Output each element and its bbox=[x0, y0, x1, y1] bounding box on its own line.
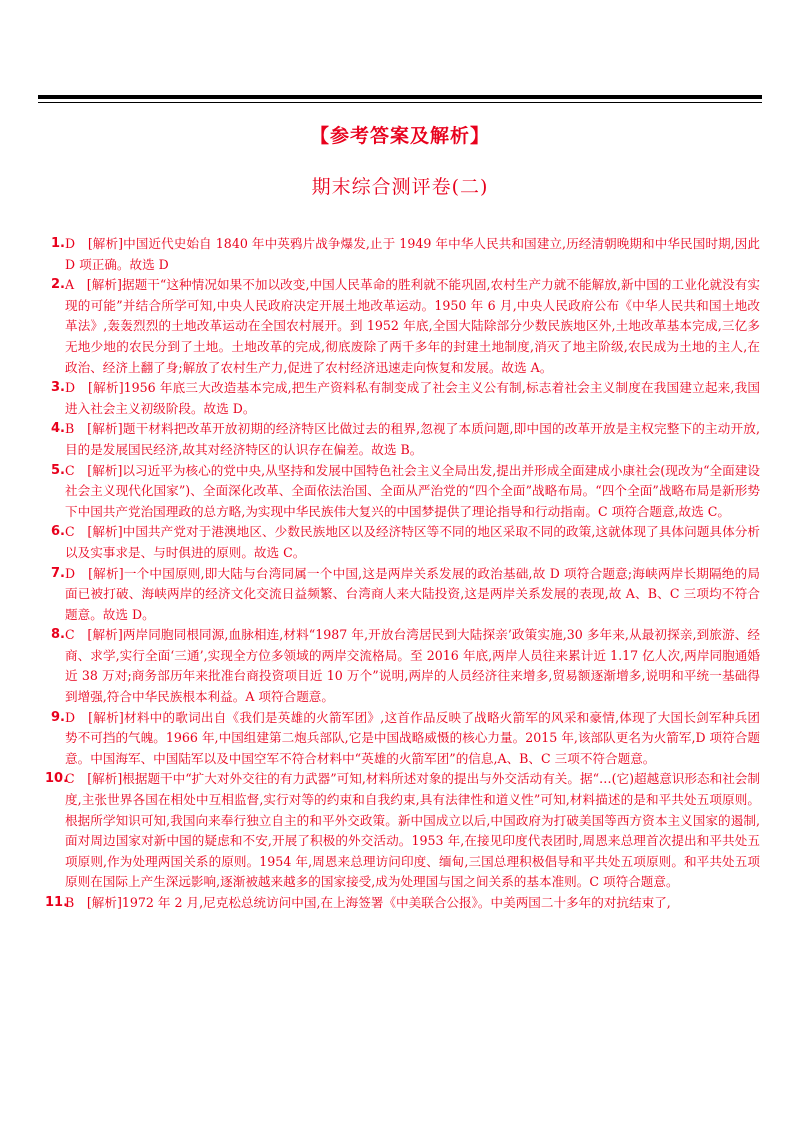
answer-text: B [解析]1972 年 2 月,尼克松总统访问中国,在上海签署《中美联合公报》。中美两国二十多年的对抗结束了, bbox=[65, 895, 671, 910]
answer-item-11 bbox=[45, 893, 760, 914]
page-title: 【参考答案及解析】 bbox=[309, 125, 490, 147]
answer-item-6 bbox=[51, 522, 760, 563]
answer-item-9 bbox=[51, 708, 760, 770]
answer-text: C [解析]以习近平为核心的党中央,从坚持和发展中国特色社会主义全局出发,提出并形成全面建成小康社会(现改为“全面建设社会主义现代化国家”)、全面深化改革、全面依法治国、全面从严治党的“四个全面”战略布局。“四个全面”战略布局是新形势下中国共产党治国理政的总方略,为实现中华民族伟大复兴的中国梦提供了理论指导和行动指南。C 项符合题意,故选 C。 bbox=[65, 462, 760, 519]
answer-text: A [解析]据题干“这种情况如果不加以改变,中国人民革命的胜利就不能巩固,农村生产力就不能解放,新中国的工业化就没有实现的可能”并结合所学可知,中央人民政府决定开展土地改革运动。1950 年 6 月,中央人民政府公布《中华人民共和国土地改革法》,轰轰烈烈的土地改革运动在全国农村展开。到 1952 年底,全国大陆除部分少数民族地区外,土地改革基本完成,三亿多无地少地的农民分到了土地。土地改革的完成,彻底废除了两千多年的封建土地制度,消灭了地主阶级,农民成为土地的主人,在政治、经济上翻了身;解放了农村生产力,促进了农村经济迅速走向恢复和发展。故选 A。 bbox=[65, 277, 760, 375]
answer-number: 6. bbox=[51, 524, 65, 540]
answer-number: 4. bbox=[51, 421, 65, 437]
answer-item-2 bbox=[51, 275, 760, 378]
answer-text: C [解析]两岸同胞同根同源,血脉相连,材料“1987 年,开放台湾居民到大陆探亲’政策实施,30 多年来,从最初探亲,到旅游、经商、求学,实行全面‘三通’,实现全方位多领域的两岸交流格局。至 2016 年底,两岸人员往来累计近 1.17 亿人次,两岸同胞通婚近 38 万对;商务部历年来批准台商投资项目近 10 万个”说明,两岸的人员经济往来增多,贸易额逐渐增多,说明和平统一基础得到增强,符合中华民族根本利益。A 项符合题意。 bbox=[65, 627, 760, 705]
answer-number: 10. bbox=[45, 771, 69, 787]
answer-item-4 bbox=[51, 419, 760, 460]
answer-item-7 bbox=[51, 564, 760, 626]
answer-item-5 bbox=[51, 461, 760, 523]
answer-number: 8. bbox=[51, 627, 65, 643]
top-rule-thick bbox=[38, 95, 762, 99]
answer-number: 9. bbox=[51, 709, 65, 725]
answer-item-3 bbox=[51, 378, 760, 419]
answer-list bbox=[45, 234, 760, 914]
answer-item-8 bbox=[51, 625, 760, 707]
answer-text: D [解析]材料中的歌词出自《我们是英雄的火箭军团》,这首作品反映了战略火箭军的风采和豪情,体现了大国长剑军种兵团势不可挡的气魄。1966 年,中国组建第二炮兵部队,它是中国战略威慑的核心力量。2015 年,该部队更名为火箭军,D 项符合题意。中国海军、中国陆军以及中国空军不符合材料中“英雄的火箭军团”的信息,A、B、C 三项不符合题意。 bbox=[65, 709, 760, 766]
answer-number: 2. bbox=[51, 277, 65, 293]
answer-text: C [解析]根据题干中“扩大对外交往的有力武器”可知,材料所述对象的提出与外交活动有关。据“…(它)超越意识形态和社会制度,主张世界各国在相处中互相监督,实行对等的约束和自我约束,具有法律性和道义性”可知,材料描述的是和平共处五项原则。根据所学知识可知,我国向来奉行独立自主的和平外交政策。新中国成立以后,中国政府为打破美国等西方资本主义国家的遏制,面对周边国家对新中国的疑虑和不安,开展了积极的外交活动。1953 年,在接见印度代表团时,周恩来总理首次提出和平共处五项原则,作为处理两国关系的原则。1954 年,周恩来总理访问印度、缅甸,三国总理积极倡导和平共处五项原则。和平共处五项原则在国际上产生深远影响,逐渐被越来越多的国家接受,成为处理国与国之间关系的基本准则。C 项符合题意。 bbox=[65, 771, 760, 890]
answer-text: B [解析]题干材料把改革开放初期的经济特区比做过去的租界,忽视了本质问题,即中国的改革开放是主权完整下的主动开放,目的是发展国民经济,故其对经济特区的认识存在偏差。故选 B。 bbox=[65, 421, 760, 457]
page-subtitle: 期末综合测评卷(二) bbox=[311, 176, 489, 198]
top-rule-thin bbox=[38, 102, 762, 103]
answer-number: 3. bbox=[51, 380, 65, 396]
answer-text: D [解析]一个中国原则,即大陆与台湾同属一个中国,这是两岸关系发展的政治基础,故 D 项符合题意;海峡两岸长期隔绝的局面已被打破、海峡两岸的经济文化交流日益频繁、台湾商人来大陆投资,这是两岸关系发展的表现,故 A、B、C 三项均不符合题意。故选 D。 bbox=[65, 565, 760, 622]
answer-item-1 bbox=[51, 234, 760, 275]
answer-text: D [解析]中国近代史始自 1840 年中英鸦片战争爆发,止于 1949 年中华人民共和国建立,历经清朝晚期和中华民国时期,因此 D 项正确。故选 D bbox=[65, 236, 760, 272]
answer-text: D [解析]1956 年底三大改造基本完成,把生产资料私有制变成了社会主义公有制,标志着社会主义制度在我国建立起来,我国进入社会主义初级阶段。故选 D。 bbox=[65, 380, 760, 416]
answer-item-10 bbox=[45, 769, 760, 893]
answer-number: 7. bbox=[51, 565, 65, 581]
answer-number: 1. bbox=[51, 236, 65, 251]
answer-number: 11. bbox=[45, 895, 69, 910]
answer-number: 5. bbox=[51, 462, 65, 478]
answer-text: C [解析]中国共产党对于港澳地区、少数民族地区以及经济特区等不同的地区采取不同的政策,这就体现了具体问题具体分析以及实事求是、与时俱进的原则。故选 C。 bbox=[65, 524, 760, 560]
